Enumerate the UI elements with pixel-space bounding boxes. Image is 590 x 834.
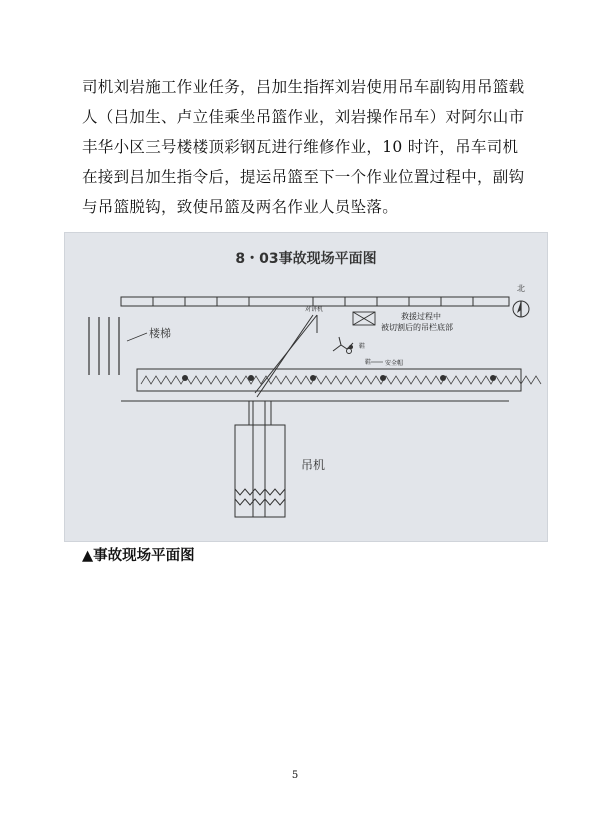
crane-hook-label: 对讲机: [305, 306, 324, 313]
figure-caption: ▲事故现场平面图: [82, 548, 195, 564]
north-label: 北: [517, 284, 525, 293]
site-plan-drawing: [65, 233, 547, 541]
small-tag-label: 鞋: [365, 359, 372, 366]
roof-edge-band: [121, 297, 509, 306]
cut-basket-label: 被切割后的吊栏底部: [381, 323, 453, 332]
crane-boom-cable: [255, 315, 317, 397]
stairs-label: 楼梯: [149, 327, 171, 340]
fallen-person-icon: [333, 337, 353, 354]
paragraph-line: 人（吕加生、卢立佳乘坐吊篮作业，刘岩操作吊车）对阿尔山市: [82, 108, 525, 126]
paragraph-line: 司机刘岩施工作业任务，吕加生指挥刘岩使用吊车副钩用吊篮载: [82, 78, 525, 96]
shoe-label: 鞋: [359, 343, 366, 350]
north-arrow-icon: [513, 301, 529, 317]
paragraph-line: 在接到吕加生指令后，提运吊篮至下一个作业位置过程中，副钩: [82, 168, 525, 186]
roof-panel-band: [137, 369, 541, 391]
crane-label: 吊机: [301, 458, 326, 472]
paragraph-line: 与吊篮脱钩，致使吊篮及两名作业人员坠落。: [82, 198, 399, 216]
helmet-label: 安全帽: [385, 360, 404, 367]
crane-body: [235, 401, 285, 517]
stairs-lines: [89, 317, 119, 375]
body-paragraph: [82, 72, 525, 222]
accident-site-plan-figure: [64, 232, 548, 542]
rescue-process-label: 救援过程中: [401, 312, 441, 321]
shoe-marker-icon: [349, 345, 353, 349]
paragraph-line: 丰华小区三号楼楼顶彩钢瓦进行维修作业，10 时许，吊车司机: [82, 138, 519, 156]
page-number: 5: [291, 770, 299, 781]
cut-basket-bottom-icon: [353, 312, 375, 325]
figure-title: 8・03事故现场平面图: [235, 251, 377, 267]
